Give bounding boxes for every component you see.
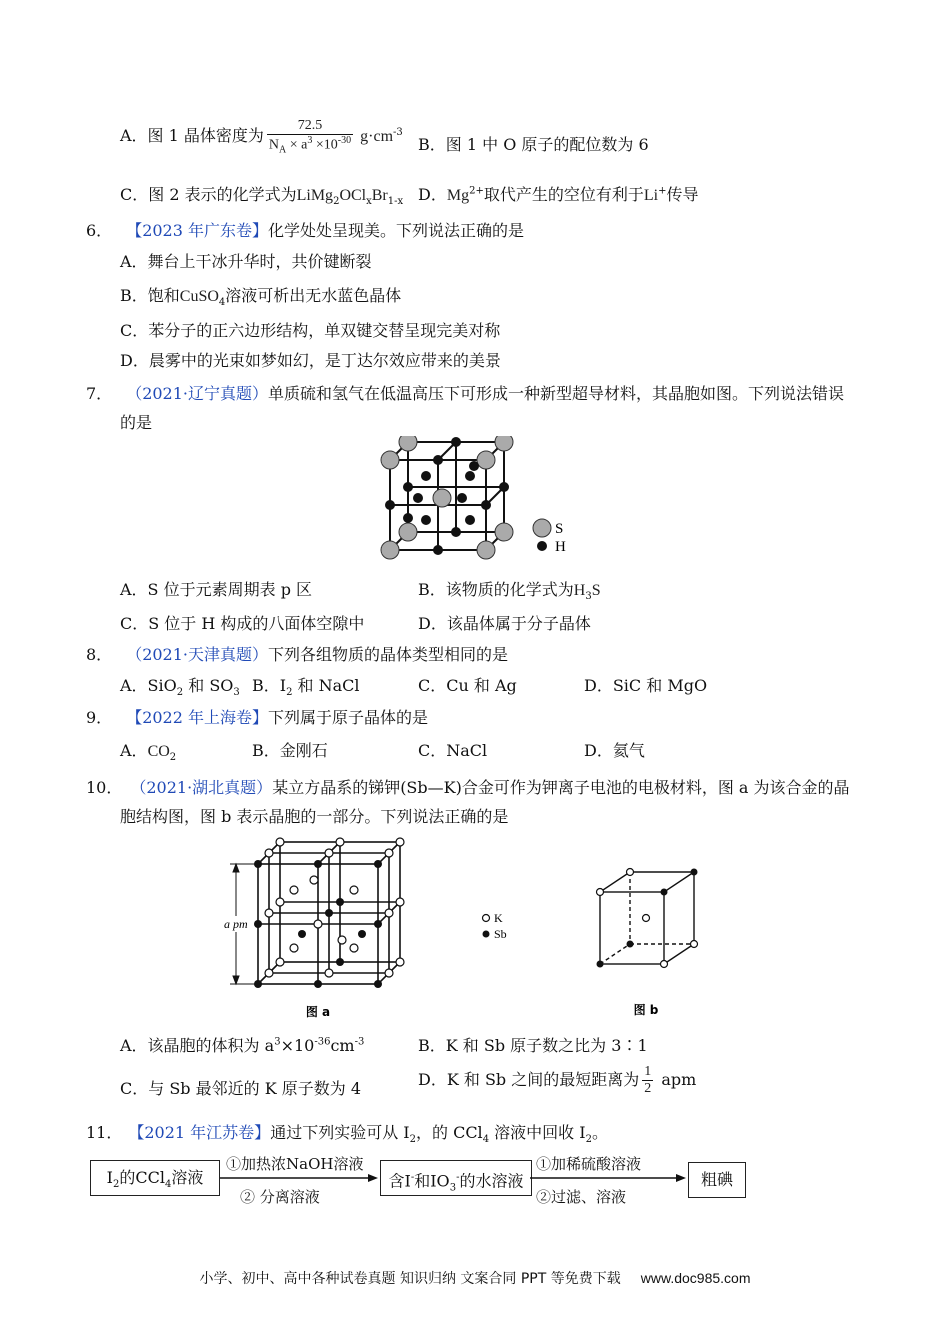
flow-arrow-2 (530, 1172, 690, 1184)
q6-option-d: D．晨雾中的光束如梦如幻，是丁达尔效应带来的美景 (120, 351, 501, 370)
q9-stem: 9． 【2022 年上海卷】下列属于原子晶体的是 (86, 708, 429, 727)
q7-option-d: D．该晶体属于分子晶体 (418, 614, 591, 633)
q8-option-c: C．Cu 和 Ag (418, 676, 517, 695)
q6-option-c: C．苯分子的正六边形结构，单双键交替呈现完美对称 (120, 321, 501, 340)
q7-option-c: C．S 位于 H 构成的八面体空隙中 (120, 614, 365, 633)
legend-h-label: H (555, 539, 566, 555)
density-fraction: $\frac{72.5}{N_A \times a^3 \times 10^{-30}}$ (268, 118, 352, 156)
half-fraction: $\frac{1}{2}$ (644, 1064, 652, 1096)
q10-figure-a (222, 836, 422, 1026)
flow-arrow-1 (220, 1172, 380, 1184)
footer-site-link[interactable]: www.doc985.com (640, 1270, 751, 1286)
q5-option-b: B．图 1 中 O 原子的配位数为 6 (418, 135, 649, 154)
q10-option-d: D．K 和 Sb 之间的最短距离为 $\frac{1}{2}$ apm (418, 1064, 697, 1096)
q7-stem: 7． （2021·辽宁真题）单质硫和氢气在低温高压下可形成一种新型超导材料，其晶胞如图。下列说法错误 (86, 384, 845, 403)
q10-source: （2021·湖北真题） (130, 778, 273, 797)
q8-stem: 8． （2021·天津真题）下列各组物质的晶体类型相同的是 (86, 645, 509, 664)
figure-b-label: 图 b (633, 1003, 659, 1017)
q10-stem: 10． （2021·湖北真题）某立方晶系的锑钾(Sb—K)合金可作为钾离子电池的电极材料，图 a 为该合金的晶 (86, 778, 850, 797)
legend-k-label: K (494, 911, 503, 925)
flow-box-middle: 含I-和$IO_3^-$的水溶液 (380, 1160, 532, 1196)
q9-option-c: C．NaCl (418, 741, 488, 760)
q10-stem-line2: 胞结构图，图 b 表示晶胞的一部分。下列说法正确的是 (120, 807, 509, 826)
q10-option-c: C．与 Sb 最邻近的 K 原子数为 4 (120, 1079, 362, 1098)
q9-option-d: D．氦气 (584, 741, 645, 760)
q10-option-a: A．该晶胞的体积为 $a^3\times 10^{-36}cm^{-3}$ (120, 1036, 365, 1055)
q5-option-d: D．$Mg^{2+}$取代产生的空位有利于Li+传导 (418, 185, 699, 204)
q7-option-a: A．S 位于元素周期表 p 区 (120, 580, 313, 599)
q8-option-a: A．SiO$_2$ 和 $SO_3$ (120, 676, 240, 699)
q8-option-d: D．SiC 和 MgO (584, 676, 708, 695)
q8-option-b: B．$I_2$ 和 NaCl (252, 676, 360, 699)
q9-source: 【2022 年上海卷】 (126, 708, 268, 727)
q10-figure-b (590, 862, 710, 1042)
a-pm-label: a pm (224, 917, 248, 931)
flow-arrow1-top-label: ①加热浓NaOH溶液 (226, 1155, 364, 1173)
q7-crystal-cell-figure (378, 436, 618, 566)
q11-source: 【2021 年江苏卷】 (128, 1123, 271, 1142)
legend-sb-label: Sb (494, 927, 507, 941)
legend-s-label: S (555, 521, 564, 537)
flow-box-end: 粗碘 (688, 1162, 746, 1198)
q8-source: （2021·天津真题） (126, 645, 268, 664)
q6-option-b: B．饱和CuSO$_4$溶液可析出无水蓝色晶体 (120, 286, 402, 309)
q6-option-a: A．舞台上干冰升华时，共价键断裂 (120, 252, 372, 271)
flow-arrow2-bottom-label: ②过滤、溶液 (536, 1188, 627, 1206)
q6-stem: 6． 【2023 年广东卷】化学处处呈现美。下列说法正确的是 (86, 221, 525, 240)
q9-option-b: B．金刚石 (252, 741, 328, 760)
page-footer: 小学、初中、高中各种试卷真题 知识归纳 文案合同 PPT 等免费下载 www.doc985.com (199, 1270, 751, 1287)
q10-legend (480, 910, 540, 950)
q9-option-a: A．$CO_2$ (120, 741, 177, 764)
q5-option-a: A．图 1 晶体密度为 $\frac{72.5}{N_A \times a^3 \times 10^{-30}}$ $g\cdot cm^{-3}$ (120, 118, 403, 156)
flow-arrow2-top-label: ①加稀硫酸溶液 (536, 1155, 642, 1173)
q7-stem-line2: 的是 (120, 413, 153, 432)
q7-source: （2021·辽宁真题） (126, 384, 268, 403)
q11-stem: 11． 【2021 年江苏卷】通过下列实验可从 $I_2$，的 CCl$_4$ 溶液中回收 $I_2$。 (86, 1123, 608, 1146)
flow-arrow1-bottom-label: ② 分离溶液 (240, 1188, 320, 1206)
figure-a-label: 图 a (305, 1005, 331, 1019)
q7-option-b: B．该物质的化学式为$H_3S$ (418, 580, 601, 603)
q5-option-c: C．图 2 表示的化学式为$LiMg_2OCl_xBr_{1-x}$ (120, 185, 404, 208)
q10-option-b: B．K 和 Sb 原子数之比为 3∶1 (418, 1036, 648, 1055)
q6-source: 【2023 年广东卷】 (126, 221, 268, 240)
flow-box-start: $I_2$的CCl$_4$溶液 (90, 1160, 220, 1196)
